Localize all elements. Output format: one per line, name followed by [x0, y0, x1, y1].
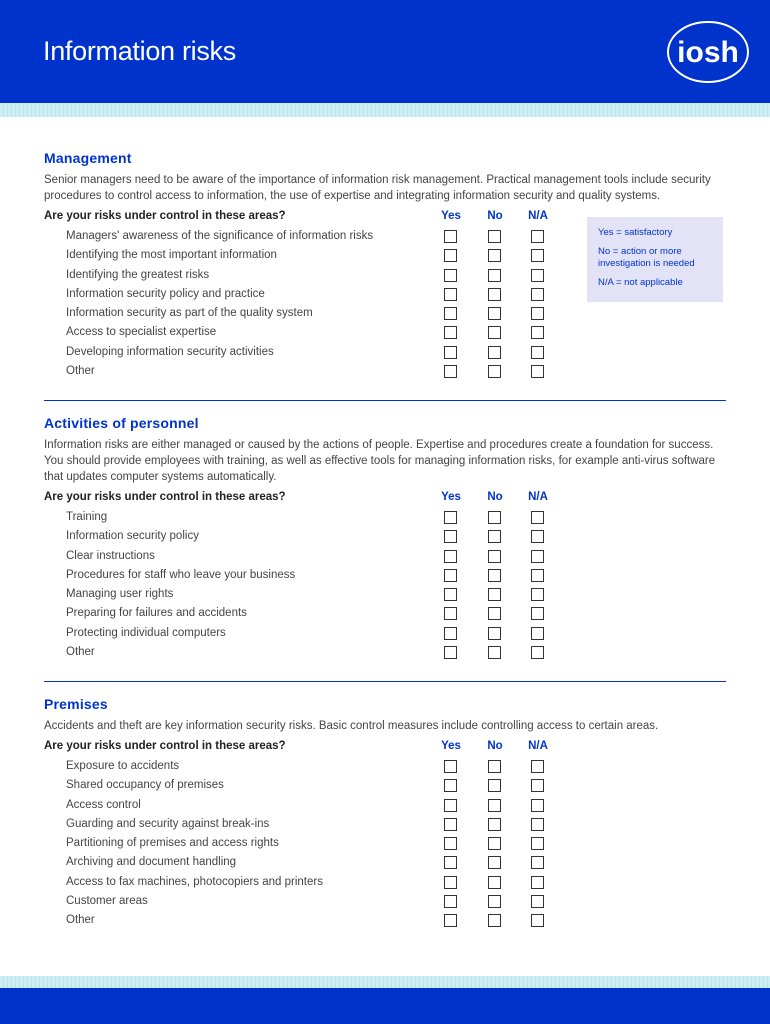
no-checkbox[interactable] [488, 511, 501, 524]
yes-checkbox[interactable] [444, 365, 457, 378]
na-checkbox[interactable] [531, 288, 544, 301]
no-checkbox[interactable] [488, 760, 501, 773]
no-checkbox[interactable] [488, 230, 501, 243]
na-checkbox[interactable] [531, 895, 544, 908]
checklist-row [44, 585, 726, 604]
na-checkbox[interactable] [531, 249, 544, 262]
checklist-row [44, 757, 726, 776]
na-checkbox[interactable] [531, 569, 544, 582]
na-checkbox[interactable] [531, 837, 544, 850]
column-na: N/A [528, 210, 548, 222]
checklist-item-label: Other [66, 365, 95, 378]
yes-checkbox[interactable] [444, 760, 457, 773]
yes-checkbox[interactable] [444, 569, 457, 582]
section-title: Activities of personnel [44, 415, 199, 431]
section-divider [44, 681, 726, 682]
yes-checkbox[interactable] [444, 307, 457, 320]
legend-yes: Yes = satisfactory [598, 227, 673, 238]
question-row [44, 489, 726, 508]
na-checkbox[interactable] [531, 914, 544, 927]
no-checkbox[interactable] [488, 326, 501, 339]
na-checkbox[interactable] [531, 326, 544, 339]
no-checkbox[interactable] [488, 856, 501, 869]
yes-checkbox[interactable] [444, 799, 457, 812]
checklist-row [44, 547, 726, 566]
column-na: N/A [528, 740, 548, 752]
checklist-row [44, 892, 726, 911]
checklist-row [44, 246, 726, 265]
section-premises [44, 694, 726, 931]
checklist-item-label: Identifying the greatest risks [66, 268, 210, 281]
section-intro: Information risks are either managed or caused by the actions of people. Expertise and procedures create a foundation for success. You should provide employees with training, as well as effective tools for managing information risks, for example anti-virus software that updates computer systems automatically. [44, 439, 716, 483]
no-checkbox[interactable] [488, 569, 501, 582]
yes-checkbox[interactable] [444, 530, 457, 543]
yes-checkbox[interactable] [444, 550, 457, 563]
checklist-row [44, 796, 726, 815]
checklist-item-label: Protecting individual computers [66, 626, 226, 639]
checklist-item-label: Identifying the most important information [66, 249, 277, 262]
iosh-logo [666, 20, 750, 84]
checklist-row [44, 343, 726, 362]
checklist-row [44, 604, 726, 623]
checklist-item-label: Managers' awareness of the significance of information risks [66, 230, 374, 242]
column-no: No [487, 491, 503, 503]
section-intro: Accidents and theft are key information security risks. Basic control measures include controlling access to certain areas. [44, 720, 659, 732]
na-checkbox[interactable] [531, 269, 544, 282]
yes-checkbox[interactable] [444, 818, 457, 831]
yes-checkbox[interactable] [444, 646, 457, 659]
checklist-item-label: Shared occupancy of premises [66, 779, 224, 792]
yes-checkbox[interactable] [444, 895, 457, 908]
na-checkbox[interactable] [531, 530, 544, 543]
na-checkbox[interactable] [531, 607, 544, 620]
no-checkbox[interactable] [488, 288, 501, 301]
no-checkbox[interactable] [488, 346, 501, 359]
checklist-item-label: Access to specialist expertise [66, 326, 217, 339]
checklist-row [44, 643, 726, 662]
checklist-row [44, 815, 726, 834]
no-checkbox[interactable] [488, 799, 501, 812]
yes-checkbox[interactable] [444, 511, 457, 524]
checklist-row [44, 624, 726, 643]
na-checkbox[interactable] [531, 760, 544, 773]
no-checkbox[interactable] [488, 627, 501, 640]
header-bar [0, 0, 770, 103]
page-title: Information risks [43, 36, 236, 66]
checklist-row [44, 304, 726, 323]
yes-checkbox[interactable] [444, 249, 457, 262]
na-checkbox[interactable] [531, 230, 544, 243]
yes-checkbox[interactable] [444, 588, 457, 601]
checklist-item-label: Access control [66, 798, 141, 811]
checklist-row [44, 911, 726, 930]
yes-checkbox[interactable] [444, 269, 457, 282]
no-checkbox[interactable] [488, 876, 501, 889]
na-checkbox[interactable] [531, 856, 544, 869]
checklist-item-label: Exposure to accidents [66, 760, 180, 772]
column-yes: Yes [441, 210, 461, 222]
question-text: Are your risks under control in these areas? [44, 740, 286, 752]
yes-checkbox[interactable] [444, 326, 457, 339]
checklist-row [44, 285, 726, 304]
section-management [44, 148, 726, 381]
checklist-item-label: Preparing for failures and accidents [66, 607, 247, 620]
no-checkbox[interactable] [488, 646, 501, 659]
column-yes: Yes [441, 740, 461, 752]
checklist-row [44, 362, 726, 381]
no-checkbox[interactable] [488, 895, 501, 908]
question-text: Are your risks under control in these areas? [44, 491, 286, 503]
checklist-row [44, 776, 726, 795]
na-checkbox[interactable] [531, 876, 544, 889]
checklist-row [44, 527, 726, 546]
checklist-item-label: Other [66, 646, 95, 659]
no-checkbox[interactable] [488, 530, 501, 543]
na-checkbox[interactable] [531, 550, 544, 563]
checklist-row [44, 266, 726, 285]
yes-checkbox[interactable] [444, 856, 457, 869]
decorative-stripe-bottom [0, 976, 770, 988]
na-checkbox[interactable] [531, 365, 544, 378]
yes-checkbox[interactable] [444, 914, 457, 927]
checklist-row [44, 323, 726, 342]
checklist-row [44, 508, 726, 527]
no-checkbox[interactable] [488, 837, 501, 850]
question-row [44, 738, 726, 757]
column-na: N/A [528, 491, 548, 503]
yes-checkbox[interactable] [444, 607, 457, 620]
no-checkbox[interactable] [488, 607, 501, 620]
checklist-item-label: Access to fax machines, photocopiers and printers [66, 875, 323, 888]
yes-checkbox[interactable] [444, 779, 457, 792]
section-activities-of-personnel [44, 413, 726, 662]
section-title: Management [44, 150, 132, 166]
column-yes: Yes [441, 491, 461, 503]
no-checkbox[interactable] [488, 818, 501, 831]
checklist-item-label: Information security policy and practice [66, 287, 265, 300]
yes-checkbox[interactable] [444, 288, 457, 301]
checklist-row [44, 834, 726, 853]
yes-checkbox[interactable] [444, 627, 457, 640]
no-checkbox[interactable] [488, 588, 501, 601]
na-checkbox[interactable] [531, 588, 544, 601]
na-checkbox[interactable] [531, 779, 544, 792]
legend-no: No = action or more investigation is needed [598, 246, 695, 269]
checklist-item-label: Archiving and document handling [66, 856, 237, 869]
checklist-item-label: Developing information security activities [66, 345, 274, 358]
no-checkbox[interactable] [488, 249, 501, 262]
yes-checkbox[interactable] [444, 230, 457, 243]
na-checkbox[interactable] [531, 307, 544, 320]
question-text: Are your risks under control in these areas? [44, 210, 286, 222]
na-checkbox[interactable] [531, 799, 544, 812]
no-checkbox[interactable] [488, 779, 501, 792]
na-checkbox[interactable] [531, 627, 544, 640]
checklist-row [44, 853, 726, 872]
no-checkbox[interactable] [488, 550, 501, 563]
na-checkbox[interactable] [531, 646, 544, 659]
checklist-item-label: Procedures for staff who leave your business [66, 568, 296, 581]
no-checkbox[interactable] [488, 307, 501, 320]
section-intro: Senior managers need to be aware of the importance of information risk management. Practical management tools include security procedures to control access to information, the use of expertise and integrating information security and quality systems. [44, 174, 711, 202]
footer-bar [0, 988, 770, 1024]
legend-na: N/A = not applicable [598, 277, 683, 288]
checklist-item-label: Managing user rights [66, 588, 174, 601]
checklist-item-label: Partitioning of premises and access rights [66, 837, 279, 850]
yes-checkbox[interactable] [444, 837, 457, 850]
logo-text: iosh [677, 36, 739, 69]
section-divider [44, 400, 726, 401]
column-no: No [487, 210, 503, 222]
na-checkbox[interactable] [531, 818, 544, 831]
yes-checkbox[interactable] [444, 346, 457, 359]
decorative-stripe-top [0, 103, 770, 117]
no-checkbox[interactable] [488, 365, 501, 378]
checklist-item-label: Information security as part of the quality system [66, 307, 313, 320]
column-no: No [487, 740, 503, 752]
section-title: Premises [44, 696, 108, 712]
checklist-row [44, 566, 726, 585]
na-checkbox[interactable] [531, 346, 544, 359]
no-checkbox[interactable] [488, 269, 501, 282]
checklist-item-label: Training [66, 511, 108, 523]
question-row [44, 208, 726, 227]
checklist-item-label: Customer areas [66, 895, 148, 908]
checklist-item-label: Guarding and security against break-ins [66, 817, 270, 830]
na-checkbox[interactable] [531, 511, 544, 524]
checklist-item-label: Clear instructions [66, 549, 155, 562]
checklist-item-label: Other [66, 914, 95, 927]
checklist-item-label: Information security policy [66, 530, 199, 543]
yes-checkbox[interactable] [444, 876, 457, 889]
checklist-row [44, 873, 726, 892]
checklist-row [44, 227, 726, 246]
no-checkbox[interactable] [488, 914, 501, 927]
